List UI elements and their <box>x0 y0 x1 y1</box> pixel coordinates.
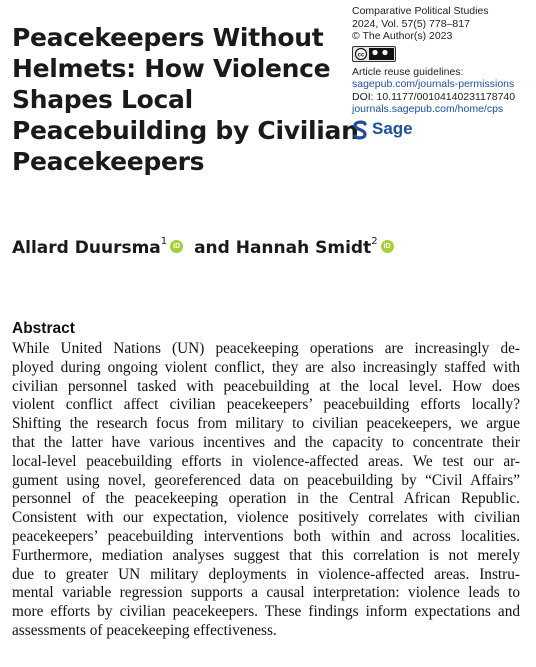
abstract-body <box>12 340 520 641</box>
abstract-line: Shifting the research focus from military to civilian peacekeepers, we argue <box>12 415 520 433</box>
abstract-line: ployed during ongoing violent conflict, they are also increasingly staffed with <box>12 358 520 376</box>
affiliation-marker: 1 <box>160 236 168 247</box>
title-line: Peacekeepers <box>12 147 205 176</box>
abstract-line: Consistent with our expectation, violence positively correlates with civilian <box>12 509 520 527</box>
orcid-icon[interactable]: iD <box>381 240 394 253</box>
title-line: Shapes Local <box>12 85 193 114</box>
svg-text:cc: cc <box>357 51 365 58</box>
permissions-link[interactable]: sagepub.com/journals-permissions <box>352 78 515 90</box>
abstract-line: gument using novel, georeferenced data on peacebuilding by “Civil Affairs” <box>12 471 520 489</box>
abstract-line: While United Nations (UN) peacekeeping operations are increasingly de- <box>12 340 520 357</box>
article-title <box>12 22 359 177</box>
abstract-line: peacekeepers’ peacebuilding interventions both within and across localities. <box>12 527 520 545</box>
publisher-name: Sage <box>372 119 413 139</box>
author-list <box>12 238 399 258</box>
title-line: Peacekeepers Without <box>12 23 324 52</box>
abstract-line: mental variable regression supports a causal interpretation: violence leads to <box>12 584 520 602</box>
journal-volume: 2024, Vol. 57(5) 778–817 <box>352 17 470 30</box>
cc-by-nc-license-icon[interactable] <box>352 46 396 62</box>
sage-s-icon <box>352 120 368 140</box>
journal-name: Comparative Political Studies <box>352 5 489 17</box>
orcid-icon[interactable]: iD <box>170 240 183 253</box>
abstract-line: violent conflict affect civilian peacekeepers’ peacebuilding efforts locally? <box>12 396 520 414</box>
journal-metadata <box>352 5 534 140</box>
journal-homepage-link[interactable]: journals.sagepub.com/home/cps <box>352 103 504 115</box>
author-connector: and <box>194 238 230 258</box>
copyright-notice: © The Author(s) 2023 <box>352 30 453 42</box>
doi: DOI: 10.1177/00104140231178740 <box>352 90 516 103</box>
reuse-label: Article reuse guidelines: <box>352 65 464 78</box>
abstract-line: local-level peacebuilding efforts in violence-affected areas. We test our ar- <box>12 452 520 470</box>
abstract-line: assessments of peacekeeping effectiveness. <box>12 621 277 639</box>
abstract-line: due to greater UN military deployments in violence-affected areas. Instru- <box>12 565 520 583</box>
abstract-line: that the latter have various incentives and the capacity to concentrate their <box>12 433 520 451</box>
abstract-line: personnel of the peacekeeping operation in the Central African Republic. <box>12 490 520 508</box>
sage-logo <box>352 120 534 140</box>
abstract-line: Furthermore, mediation analyses suggest that this correlation is not merely <box>12 546 520 564</box>
abstract-line: more efforts by civilian peacekeepers. These findings inform expectations and <box>12 603 520 621</box>
affiliation-marker: 2 <box>371 236 378 247</box>
title-line: Helmets: How Violence <box>12 54 331 83</box>
title-line: Peacebuilding by Civilian <box>12 116 359 145</box>
author-name: Allard Duursma <box>12 238 161 258</box>
abstract-line: civilian personnel tasked with peacebuilding at the local level. How does <box>12 377 520 395</box>
abstract-heading: Abstract <box>12 320 75 337</box>
author-name: Hannah Smidt <box>235 238 372 258</box>
